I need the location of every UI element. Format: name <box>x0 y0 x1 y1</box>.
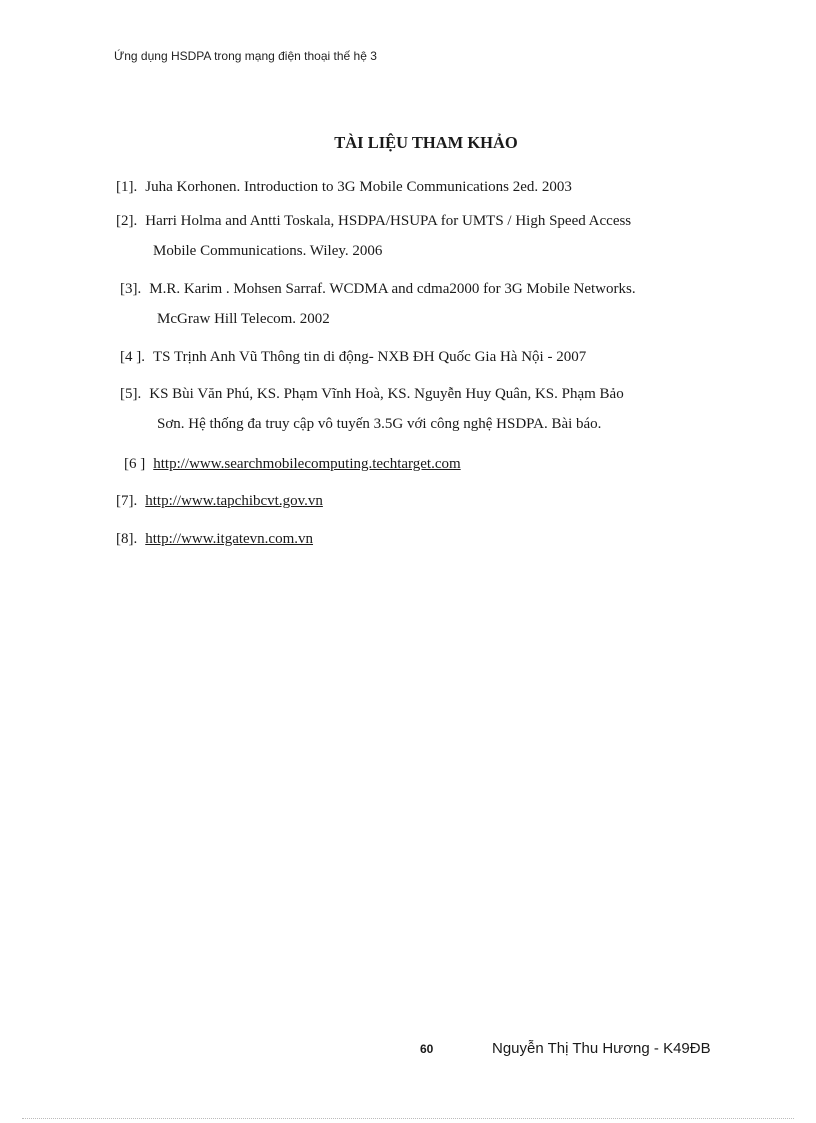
page-number: 60 <box>420 1042 434 1056</box>
reference-text: TS Trịnh Anh Vũ Thông tin di động- NXB ĐH Quốc Gia Hà Nội - 2007 <box>153 349 587 365</box>
reference-text: KS Bùi Văn Phú, KS. Phạm Vĩnh Hoà, KS. Nguyễn Huy Quân, KS. Phạm Bảo <box>149 386 624 402</box>
reference-item <box>116 172 572 202</box>
reference-continuation: McGraw Hill Telecom. 2002 <box>157 311 330 327</box>
reference-link[interactable]: http://www.itgatevn.com.vn <box>145 531 314 547</box>
reference-link[interactable]: http://www.searchmobilecomputing.techtarget.com <box>153 456 461 472</box>
reference-item <box>116 486 323 516</box>
reference-item <box>120 379 738 439</box>
reference-number: [1]. <box>116 179 138 195</box>
reference-number: [8]. <box>116 531 138 547</box>
reference-text: Juha Korhonen. Introduction to 3G Mobile Communications 2ed. 2003 <box>145 179 572 195</box>
reference-continuation: Sơn. Hệ thống đa truy cập vô tuyến 3.5G với công nghệ HSDPA. Bài báo. <box>157 416 602 432</box>
page-bottom-divider <box>22 1118 794 1119</box>
footer-author: Nguyễn Thị Thu Hương - K49ĐB <box>492 1040 711 1057</box>
page-title: TÀI LIỆU THAM KHẢO <box>334 133 518 152</box>
reference-item <box>116 524 313 554</box>
reference-number: [5]. <box>120 386 142 402</box>
running-header: Ứng dụng HSDPA trong mạng điện thoại thế hệ 3 <box>114 49 377 63</box>
reference-link[interactable]: http://www.tapchibcvt.gov.vn <box>145 493 323 509</box>
reference-number: [6 ] <box>124 456 146 472</box>
reference-number: [4 ]. <box>120 349 145 365</box>
reference-item <box>120 342 586 372</box>
reference-number: [3]. <box>120 281 142 297</box>
reference-number: [7]. <box>116 493 138 509</box>
reference-item <box>120 274 738 334</box>
reference-item <box>124 449 461 479</box>
reference-text: Harri Holma and Antti Toskala, HSDPA/HSUPA for UMTS / High Speed Access <box>145 213 632 229</box>
reference-continuation: Mobile Communications. Wiley. 2006 <box>153 243 383 259</box>
reference-text: M.R. Karim . Mohsen Sarraf. WCDMA and cdma2000 for 3G Mobile Networks. <box>149 281 636 297</box>
reference-item <box>116 206 738 266</box>
reference-number: [2]. <box>116 213 138 229</box>
